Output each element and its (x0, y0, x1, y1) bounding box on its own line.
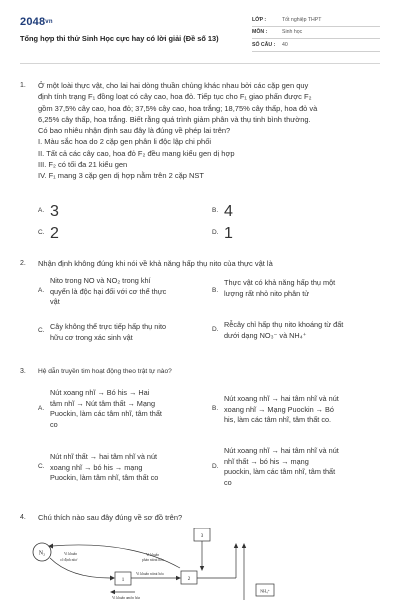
option-line: Nút nhĩ thất → hai tâm nhĩ và nút (50, 452, 158, 461)
option-letter: A. (38, 287, 45, 294)
question-line: Có bao nhiêu nhận định sau đây là đúng về phép lai trên? (38, 126, 231, 136)
box-3-down-arrowhead (200, 566, 204, 571)
question-number: 2. (20, 260, 26, 267)
option-line: quyển là độc hại đối với cơ thể thực (50, 286, 167, 296)
option-letter: D. (212, 463, 219, 470)
option-letter: D. (212, 326, 219, 333)
option-letter: C. (38, 229, 45, 236)
question-line: gồm 37,5% cây cao, hoa đỏ; 37,5% cây cao, hoa trắng; 18,75% cây thấp, hoa đỏ và (38, 103, 318, 113)
question-2-options (20, 276, 382, 356)
question-line: IV. F₁ mang 3 cặp gen dị hợp nằm trên 2 cặp NST (38, 171, 205, 181)
option-line: nhĩ thất → bó his → mạng (224, 456, 309, 466)
option-text (224, 446, 339, 488)
question-line: 6,25% cây thấp, hoa trắng. Biết rằng quá trình giảm phân và thụ tinh bình thường. (38, 114, 311, 124)
option-text: 3 (50, 203, 59, 220)
option-b[interactable] (212, 394, 382, 428)
question-line: Ở một loài thực vật, cho lai hai dòng thuần chủng khác nhau bởi các cặp gen quy (38, 81, 309, 90)
option-b[interactable] (212, 278, 382, 308)
option-letter: B. (212, 287, 219, 294)
option-text (50, 276, 166, 308)
meta-label: MÔN : (252, 29, 268, 36)
meta-row-subject (252, 27, 380, 40)
question-line: III. F₂ có tối đa 21 kiểu gen (38, 160, 128, 170)
site-logo-suffix: vn (45, 19, 53, 25)
n2-label: N₂ (38, 550, 46, 557)
option-line: Puockin, làm các tâm nhĩ, tâm thất (50, 409, 162, 418)
nh4-label: NH₄⁺ (260, 588, 270, 594)
option-text (50, 388, 162, 430)
meta-value: 40 (282, 41, 288, 48)
question-2 (20, 258, 382, 269)
nitrogen-cycle-diagram (30, 528, 360, 600)
nitrification-arrowhead (176, 576, 181, 580)
question-line: I. Màu sắc hoa do 2 cặp gen phân li độc lập chi phối (38, 137, 212, 147)
option-letter: A. (38, 207, 45, 214)
question-text: Chú thích nào sau đây đúng về sơ đồ trên? (38, 513, 183, 522)
option-a[interactable] (38, 276, 210, 312)
denitrification-label-line: phản nitrat hóa (142, 558, 164, 562)
option-text (224, 278, 335, 299)
box-3-label: 3 (200, 534, 204, 539)
uptake-arrowhead-right (242, 543, 246, 548)
option-letter: B. (212, 405, 219, 412)
meta-label: SỐ CÂU : (252, 41, 276, 48)
option-line: Thực vật có khả năng hấp thụ một (224, 278, 336, 287)
document-header (0, 0, 400, 62)
question-text: Hệ dẫn truyền tim hoạt động theo trật tự nào? (38, 368, 172, 375)
uptake-arrowhead-left (234, 543, 238, 548)
question-text (20, 80, 382, 182)
option-line: Nút xoang nhĩ → Bó his → Hai (50, 388, 150, 397)
question-line: II. Tất cả các cây cao, hoa đỏ F₂ đều mang kiểu gen dị hợp (38, 148, 235, 158)
option-line: Cây không thể trực tiếp hấp thụ nito (50, 322, 167, 331)
question-number: 4. (20, 514, 26, 521)
option-text (224, 394, 339, 426)
ammonification-arrowhead (110, 590, 115, 594)
ammonification-label: Vi khuẩn amôn hóa (112, 596, 141, 600)
option-d[interactable] (212, 320, 382, 350)
question-text: Nhận định không đúng khi nói về khả năng hấp thụ nito của thực vật là (38, 259, 273, 268)
box-2-label: 2 (187, 577, 191, 582)
option-letter: B. (212, 207, 219, 214)
option-line: Rễcây chỉ hấp thụ nito khoáng từ đất (224, 320, 344, 329)
option-a[interactable] (38, 388, 210, 434)
meta-row-class (252, 14, 380, 27)
option-line: Puockin, làm tâm nhĩ, tâm thất co (50, 473, 159, 482)
option-text: 4 (224, 203, 233, 220)
option-line: xoang nhĩ → Mạng Puockin → Bó (224, 404, 334, 414)
box-1-label: 1 (121, 578, 125, 583)
question-1 (20, 80, 382, 182)
nitrification-label: Vi khuẩn nitrat hóa (136, 572, 164, 576)
option-letter: A. (38, 405, 45, 412)
document-meta (252, 14, 380, 52)
question-4 (20, 512, 382, 523)
meta-row-count (252, 39, 380, 52)
option-line: puockin, làm các tâm nhĩ, tâm thất (224, 467, 336, 476)
fixation-arrow (50, 558, 110, 578)
option-line: xoang nhĩ → bó his → mạng (50, 462, 143, 472)
option-text: 1 (224, 225, 233, 242)
option-line: tâm nhĩ → Nút tâm thất → Mạng (50, 398, 156, 408)
denitrification-label-line: Vi khuẩn (146, 553, 160, 557)
option-c[interactable] (38, 452, 210, 486)
option-line: Nito trong NO và NO₂ trong khí (50, 276, 151, 285)
option-text: 2 (50, 225, 59, 242)
site-logo[interactable]: 2048vn (20, 16, 53, 28)
option-letter: C. (38, 327, 45, 334)
option-line: his, làm các tâm nhĩ, tâm thất co. (224, 415, 332, 424)
fixation-label-line: cố định nitơ (60, 558, 78, 562)
option-letter: C. (38, 463, 45, 470)
meta-label: LỚP : (252, 16, 267, 23)
question-number: 1. (20, 82, 26, 89)
meta-value: Tốt nghiệp THPT (282, 16, 322, 23)
question-3 (20, 366, 382, 377)
option-d[interactable] (212, 446, 382, 492)
option-line: dưới dạng NO₃⁻ và NH₄⁺ (224, 330, 307, 340)
question-number: 3. (20, 368, 26, 375)
option-text (50, 322, 166, 343)
option-text (224, 320, 343, 341)
header-divider (20, 63, 380, 64)
option-c[interactable] (38, 322, 210, 350)
option-letter: D. (212, 229, 219, 236)
option-line: vật (50, 297, 60, 306)
option-line: Nút xoang nhĩ → hai tâm nhĩ và nút (224, 446, 339, 455)
denitrification-arrow (52, 545, 180, 568)
fixation-label-line: Vi khuẩn (64, 552, 78, 556)
question-1-options (20, 203, 382, 242)
question-line: định tính trạng F₁ đồng loạt có cây cao, hoa đỏ. Tiếp tục cho F₁ giao phấn được F₂ (38, 92, 312, 102)
option-line: hữu cơ trong xác sinh vật (50, 332, 133, 342)
option-text (50, 452, 158, 484)
question-3-options (20, 388, 382, 500)
fixation-arrowhead (110, 576, 115, 581)
meta-value: Sinh học (282, 29, 303, 36)
option-line: co (224, 477, 232, 487)
option-line: co (50, 419, 58, 429)
document-title: Tổng hợp thi thử Sinh Học cực hay có lời giải (Đề số 13) (20, 34, 219, 43)
option-line: Nút xoang nhĩ → hai tâm nhĩ và nút (224, 394, 339, 403)
option-line: lượng rất nhỏ nito phân tử (224, 288, 310, 298)
